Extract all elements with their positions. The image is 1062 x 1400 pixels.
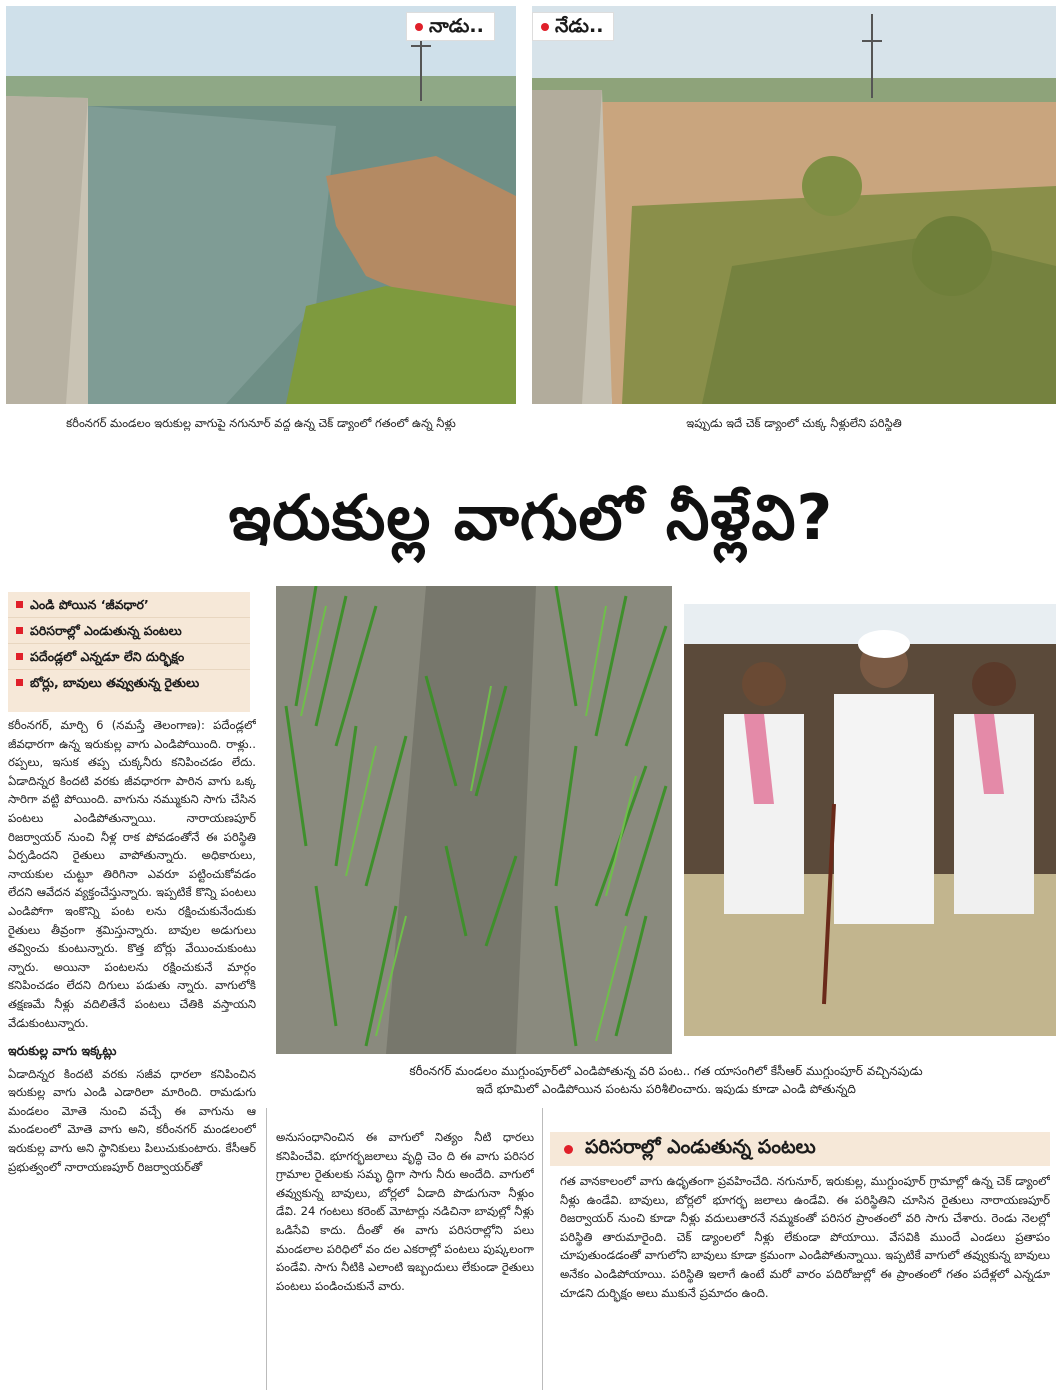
box-section-title: పరిసరాల్లో ఎండుతున్న పంటలు bbox=[550, 1132, 1050, 1166]
headline: ఇరుకుల్ల వాగులో నీళ్లేవి? bbox=[228, 481, 834, 554]
paddy-crop-photo bbox=[276, 586, 672, 1054]
past-photo-caption: కరీంనగర్ మండలం ఇరుకుల్ల వాగుపై నగునూర్ వద్ద ఉన్న చెక్ డ్యాంలో గతంలో ఉన్న నీళ్లు bbox=[66, 416, 456, 430]
bullet-icon bbox=[16, 679, 23, 686]
crop-photo-caption-line2: ఇదే భూమిలో ఎండిపోయిన పంటను పరిశీలించారు. ఇపుడు కూడా ఎండి పోతున్నది bbox=[476, 1082, 856, 1096]
column-divider bbox=[266, 1108, 267, 1390]
highlights-box bbox=[8, 592, 250, 712]
bullet-icon bbox=[16, 601, 23, 608]
past-tag: నాడు.. bbox=[406, 12, 495, 41]
box-section-text: గత వానకాలంలో వాగు ఉధృతంగా ప్రవహించేది. నగునూర్, ఇరుకుల్ల, ముగ్దుంపూర్ గ్రామాల్లో ఉన్న చెక్ డ్యాంలో నీళ్లు ఉండేవి. బావులు, బోర్లలో భూగర్భ జలాలు ఉండేవి. ఈ పరిస్థితిని చూసిన రైతులు నారాయణపూర్ రిజర్వాయర్ నుంచి కూడా నీళ్లు వదులుతారనే నమ్మకంతో పరిసర ప్రాంతంలో వరి సాగు చేశారు. రెండు నెలల్లో పరిస్థితి తారుమారైంది. చెక్ డ్యాంలలో నీళ్లు లేకుండా పోయాయి. వేసవికి ముందే ఎండలు ప్రతాపం చూపుతుండడంతో వాగులోని బావులు కూడా క్రమంగా ఎండిపోతున్నాయి. ఇప్పటికే వాగులో తవ్వుకున్న బావులు అనేకం ఎండిపోయాయి. పరిస్థితి ఇలాగే ఉంటే మరో వారం పదిరోజుల్లో ఈ ప్రాంతంలో గతం పదేళ్లలో ఎన్నడూ చూడని దుర్భిక్షం అలు ముకునే ప్రమాదం ఉంది. bbox=[560, 1174, 1050, 1300]
dry-checkdam-photo bbox=[532, 6, 1056, 404]
highlight-item: ఎండి పోయిన ‘జీవధార’ bbox=[8, 592, 250, 618]
red-dot-icon bbox=[564, 1145, 573, 1154]
past-checkdam-photo bbox=[6, 6, 516, 404]
now-photo-caption: ఇప్పుడు ఇదే చెక్ డ్యాంలో చుక్క నీళ్లులేని పరిస్థితి bbox=[686, 416, 902, 430]
highlight-item: పదేండ్లలో ఎన్నడూ లేని దుర్భిక్షం bbox=[8, 644, 250, 670]
article-paragraph: కరీంనగర్, మార్చి 6 (నమస్తే తెలంగాణ): పదేండ్లలో జీవధారగా ఉన్న ఇరుకుల్ల వాగు ఎండిపోయింది. రాళ్లు.. రప్పలు, ఇసుక తప్ప చుక్కనీరు కనిపించడం లేదు. ఏడాదిన్నర కిందటి వరకు జీవధారగా పారిన వాగు ఒక్క సారిగా వట్టి పోయింది. వాగును నమ్ముకుని సాగు చేసిన పంటలు ఎండిపోతున్నాయి. నారాయణపూర్ రిజర్వాయర్ నుంచి నీళ్ల రాక పోవడంతోనే ఈ పరిస్థితి ఏర్పడిందని రైతులు వాపోతున్నారు. అధికారులు, నాయకుల చుట్టూ తిరిగినా ఎవరూ పట్టించుకోవడం లేదని ఆవేదన వ్యక్తంచేస్తున్నారు. ఇప్పటికే కొన్ని పంటలు ఎండిపోగా ఇంకొన్ని పంట లను రక్షించుకునేందుకు రైతులు తీవ్రంగా శ్రమిస్తున్నారు. బావుల అడుగులు తవ్వించు కుంటున్నారు. కొత్త బోర్లు వేయించుకుంటు న్నారు. అయినా పంటలను రక్షించుకునే మార్గం కనిపించడం లేదని దిగులు పడుతు న్నారు. వాగులోకి తక్షణమే నీళ్లు వదిలితేనే పంటలు చేతికి వస్తాయని వేడుకుంటున్నారు. bbox=[8, 718, 256, 1030]
leaders-inspection-photo bbox=[684, 604, 1056, 1036]
article-column-2 bbox=[276, 1128, 534, 1390]
bullet-icon bbox=[16, 653, 23, 660]
red-dot-icon bbox=[415, 23, 423, 31]
bullet-icon bbox=[16, 627, 23, 634]
red-dot-icon bbox=[541, 23, 549, 31]
crop-photo-caption-line1: కరీంనగర్ మండలం ముగ్దుంపూర్‌లో ఎండిపోతున్న వరి పంట.. గత యాసంగిలో కేసీఆర్ ముగ్దుంపూర్ వచ్చినపుడు bbox=[409, 1064, 923, 1078]
column-divider bbox=[542, 1108, 543, 1390]
article-paragraph: అనుసంధానించిన ఈ వాగులో నిత్యం నీటి ధారలు కనిపించేవి. భూగర్భజలాలు వృద్ధి చెం ది ఈ వాగు పరిసర గ్రామాల రైతులకు సమృ ద్ధిగా సాగు నీరు అందేది. వాగులో తవ్వుకున్న బావులు, బోర్లలో ఏడాది పొడుగునా నీళ్లుం డేవి. 24 గంటలు కరెంట్ మోటార్లు నడిచినా బావుల్లో నీళ్లు ఒడిసేవి కాదు. దీంతో ఈ వాగు పరిసరాల్లోని పలు మండలాల పరిధిలో వం దల ఎకరాల్లో పంటలు పుష్కలంగా పండేవి. సాగు నీటికి ఎలాంటి ఇబ్బందులు లేకుండా రైతులు పంటలు పండించుకునే వారు. bbox=[276, 1130, 534, 1293]
now-tag: నేడు.. bbox=[532, 12, 614, 41]
highlight-item: పరిసరాల్లో ఎండుతున్న పంటలు bbox=[8, 618, 250, 644]
article-paragraph: ఏడాదిన్నర కిందటి వరకు సజీవ ధారలా కనిపించిన ఇరుకుల్ల వాగు ఎండి ఎడారిలా మారింది. రామడుగు మండలం మోతె నుంచి వచ్చే ఈ వాగును ఆ మండలంలో మోతె వాగు అని, కరీంనగర్ మండలంలో ఇరుకుల్ల వాగు అని స్థానికులు పిలుచుకుంటారు. కేసీఆర్ ప్రభుత్వంలో నారాయణపూర్ రిజర్వాయర్‌తో bbox=[8, 1066, 256, 1174]
article-column-1 bbox=[8, 716, 256, 1388]
article-subheading: ఇరుకుల్ల వాగు ఇక్కట్లు bbox=[8, 1043, 117, 1059]
highlight-item: బోర్లు, బావులు తవ్వుతున్న రైతులు bbox=[8, 670, 250, 695]
